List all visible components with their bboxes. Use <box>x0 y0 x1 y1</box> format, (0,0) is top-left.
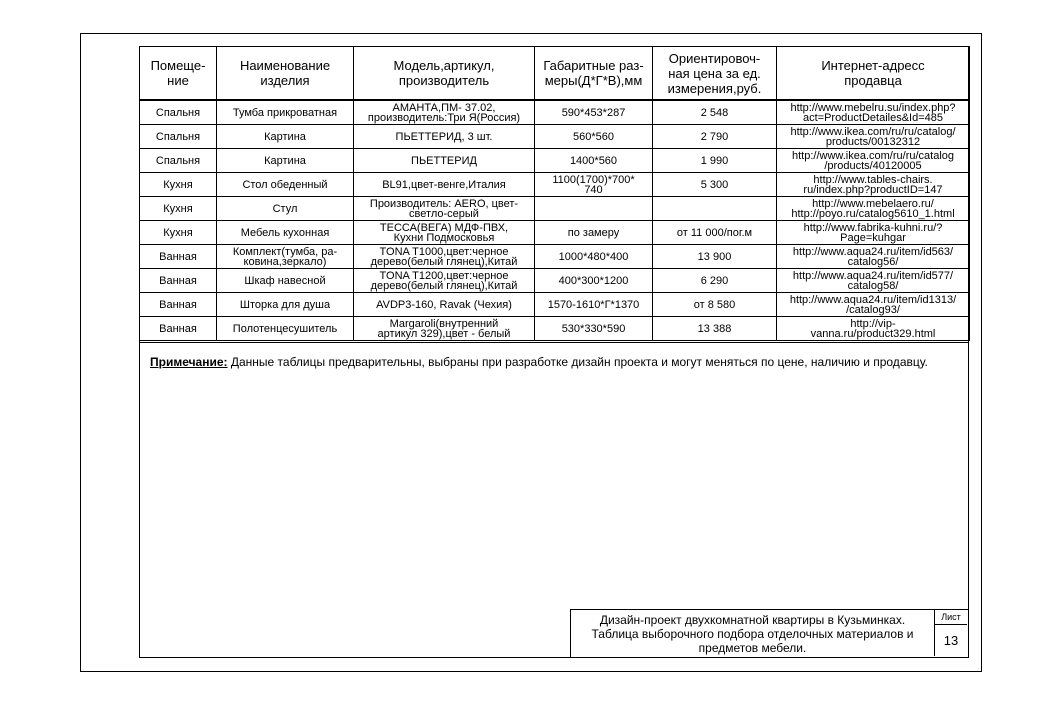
table-row <box>140 125 970 149</box>
cell-price: 2 790 <box>653 125 777 149</box>
cell-url: http://www.mebelaero.ru/ http://poyo.ru/catalog5610_1.html <box>777 197 970 221</box>
cell-model: ПЬЕТТЕРИД <box>354 149 535 173</box>
cell-dimensions: 1400*560 <box>535 149 653 173</box>
cell-room: Кухня <box>140 221 217 245</box>
cell-room: Кухня <box>140 197 217 221</box>
cell-room: Ванная <box>140 269 217 293</box>
header-item-name: Наименование изделия <box>217 47 354 101</box>
table-note <box>150 355 928 369</box>
cell-price: 5 300 <box>653 173 777 197</box>
table-row <box>140 245 970 269</box>
cell-item-name: Шторка для душа <box>217 293 354 317</box>
cell-url: http://www.aqua24.ru/item/id577/ catalog58/ <box>777 269 970 293</box>
header-url: Интернет-адресс продавца <box>777 47 970 101</box>
title-block <box>570 609 969 658</box>
cell-url: http://www.fabrika-kuhni.ru/? Page=kuhgar <box>777 221 970 245</box>
materials-table <box>139 46 970 341</box>
cell-price: 1 990 <box>653 149 777 173</box>
title-block-description: Дизайн-проект двухкомнатной квартиры в Кузьминках. Таблица выборочного подбора отделочных материалов и предметов мебели. <box>571 610 935 656</box>
cell-price <box>653 197 777 221</box>
cell-price: от 8 580 <box>653 293 777 317</box>
cell-dimensions: 1570-1610*Г*1370 <box>535 293 653 317</box>
cell-url: http://www.mebelru.su/index.php? act=ProductDetailes&Id=485 <box>777 100 970 125</box>
cell-url: http://www.tables-chairs. ru/index.php?productID=147 <box>777 173 970 197</box>
cell-room: Спальня <box>140 100 217 125</box>
note-divider <box>139 342 969 343</box>
cell-price: 13 388 <box>653 317 777 341</box>
table-row <box>140 269 970 293</box>
cell-item-name: Мебель кухонная <box>217 221 354 245</box>
header-price: Ориентировоч- ная цена за ед. измерения,руб. <box>653 47 777 101</box>
cell-model: TONA T1200,цвет:черное дерево(белый глянец),Китай <box>354 269 535 293</box>
table-row <box>140 317 970 341</box>
cell-dimensions: 530*330*590 <box>535 317 653 341</box>
cell-item-name: Картина <box>217 125 354 149</box>
cell-url: http://www.aqua24.ru/item/id1313/ /catalog93/ <box>777 293 970 317</box>
cell-url: http://www.aqua24.ru/item/id563/ catalog56/ <box>777 245 970 269</box>
cell-room: Ванная <box>140 317 217 341</box>
header-room: Помеще- ние <box>140 47 217 101</box>
cell-price: 13 900 <box>653 245 777 269</box>
table-row <box>140 293 970 317</box>
table-row <box>140 100 970 125</box>
cell-room: Ванная <box>140 245 217 269</box>
cell-model: ПЬЕТТЕРИД, 3 шт. <box>354 125 535 149</box>
cell-url: http://www.ikea.com/ru/ru/catalog /products/40120005 <box>777 149 970 173</box>
cell-room: Кухня <box>140 173 217 197</box>
cell-item-name: Шкаф навесной <box>217 269 354 293</box>
cell-model: Margaroli(внутренний артикул 329),цвет - белый <box>354 317 535 341</box>
cell-dimensions: 560*560 <box>535 125 653 149</box>
sheet-label: Лист <box>935 610 967 625</box>
cell-item-name: Тумба прикроватная <box>217 100 354 125</box>
table-row <box>140 221 970 245</box>
table-row <box>140 197 970 221</box>
cell-dimensions: 1000*480*400 <box>535 245 653 269</box>
cell-price: 6 290 <box>653 269 777 293</box>
cell-model: AVDP3-160, Ravak (Чехия) <box>354 293 535 317</box>
sheet-number: 13 <box>943 633 959 648</box>
cell-room: Ванная <box>140 293 217 317</box>
cell-room: Спальня <box>140 149 217 173</box>
note-label: Примечание: <box>150 355 228 369</box>
cell-price: от 11 000/пог.м <box>653 221 777 245</box>
table-header-row <box>140 47 970 101</box>
note-text: Данные таблицы предварительны, выбраны при разработке дизайн проекта и могут меняться по цене, наличию и продавцу. <box>227 355 928 369</box>
cell-item-name: Стул <box>217 197 354 221</box>
cell-item-name: Полотенцесушитель <box>217 317 354 341</box>
cell-dimensions: 400*300*1200 <box>535 269 653 293</box>
cell-room: Спальня <box>140 125 217 149</box>
cell-model: Производитель: AERO, цвет- светло-серый <box>354 197 535 221</box>
cell-dimensions <box>535 197 653 221</box>
cell-dimensions: по замеру <box>535 221 653 245</box>
table-row <box>140 173 970 197</box>
cell-price: 2 548 <box>653 100 777 125</box>
cell-model: ТЕССА(ВЕГА) МДФ-ПВХ, Кухни Подмосковья <box>354 221 535 245</box>
header-model: Модель,артикул, производитель <box>354 47 535 101</box>
cell-url: http://www.ikea.com/ru/ru/catalog/ products/00132312 <box>777 125 970 149</box>
header-dimensions: Габаритные раз- меры(Д*Г*В),мм <box>535 47 653 101</box>
cell-dimensions: 1100(1700)*700* 740 <box>535 173 653 197</box>
cell-item-name: Стол обеденный <box>217 173 354 197</box>
cell-model: АМАНТА,ПМ- 37.02, производитель:Три Я(Россия) <box>354 100 535 125</box>
cell-model: BL91,цвет-венге,Италия <box>354 173 535 197</box>
cell-item-name: Комплект(тумба, ра- ковина,зеркало) <box>217 245 354 269</box>
cell-item-name: Картина <box>217 149 354 173</box>
table-row <box>140 149 970 173</box>
cell-url: http://vip- vanna.ru/product329.html <box>777 317 970 341</box>
cell-model: TONA T1000,цвет:черное дерево(белый глянец),Китай <box>354 245 535 269</box>
cell-dimensions: 590*453*287 <box>535 100 653 125</box>
